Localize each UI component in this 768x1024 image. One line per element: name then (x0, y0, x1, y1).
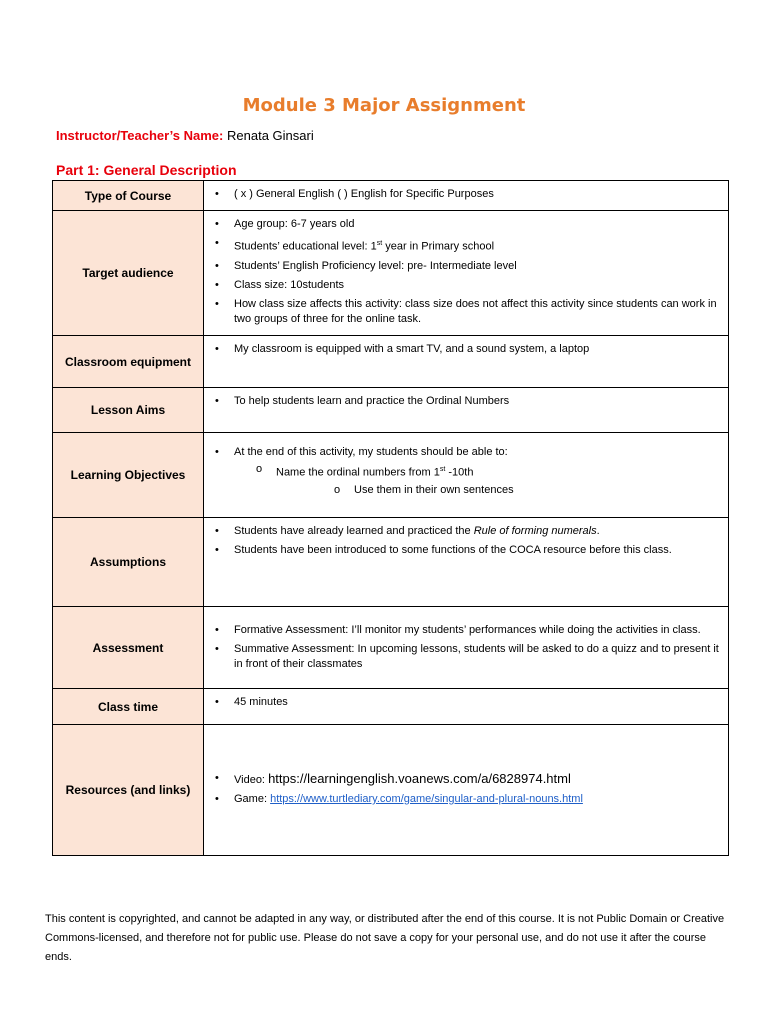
game-link[interactable]: https://www.turtlediary.com/game/singular-and-plural-nouns.html (270, 793, 583, 805)
video-url: https://learningenglish.voanews.com/a/6828974.html (268, 771, 571, 786)
list-item: • Video: https://learningenglish.voanews.com/a/6828974.html (212, 771, 724, 788)
list-item: • Game: https://www.turtlediary.com/game/singular-and-plural-nouns.html (212, 792, 724, 807)
label-type-of-course: Type of Course (53, 181, 204, 211)
list-item: • How class size affects this activity: class size does not affect this activity since students can work in two groups of three for the online task. (212, 297, 724, 327)
list-item: • 45 minutes (212, 695, 724, 710)
list-item: • Class size: 10students (212, 278, 724, 293)
list-item: • Summative Assessment: In upcoming lessons, students will be asked to do a quizz and to present it in front of their classmates (212, 642, 724, 672)
list-item: • Students have been introduced to some functions of the COCA resource before this class. (212, 543, 724, 558)
label-lesson-aims: Lesson Aims (53, 388, 204, 433)
instructor-name: Renata Ginsari (227, 128, 314, 143)
label-resources: Resources (and links) (53, 725, 204, 856)
row-assumptions (53, 518, 729, 607)
list-item: • Students have already learned and practiced the Rule of forming numerals. (212, 524, 724, 539)
row-learning-objectives (53, 433, 729, 518)
label-classroom-equipment: Classroom equipment (53, 336, 204, 388)
label-target-audience: Target audience (53, 211, 204, 336)
page-title: Module 3 Major Assignment (242, 95, 526, 116)
list-item: • Students’ English Proficiency level: pre- Intermediate level (212, 259, 724, 274)
list-item: • At the end of this activity, my students should be able to: o Name the ordinal numbers from 1st -10th o Use them in their own sentences (212, 445, 724, 498)
list-item: • Formative Assessment: I’ll monitor my students’ performances while doing the activities in class. (212, 623, 724, 638)
row-classroom-equipment (53, 336, 729, 388)
row-target-audience (53, 211, 729, 336)
label-assumptions: Assumptions (53, 518, 204, 607)
row-class-time (53, 689, 729, 725)
list-item: • Students’ educational level: 1st year in Primary school (212, 236, 724, 255)
label-assessment: Assessment (53, 607, 204, 689)
sub-sub-list-item: o Use them in their own sentences (276, 483, 724, 498)
instructor-line (56, 128, 314, 143)
copyright-notice: This content is copyrighted, and cannot be adapted in any way, or distributed after the end of this course. It is not Public Domain or Creative Commons-licensed, and therefore not for public use. Please do not save a copy for your personal use, and do not use it after the course ends. (45, 913, 725, 963)
label-class-time: Class time (53, 689, 204, 725)
list-item: • Age group: 6-7 years old (212, 217, 724, 232)
list-item: • To help students learn and practice the Ordinal Numbers (212, 394, 724, 409)
part1-heading: Part 1: General Description (56, 162, 237, 178)
list-item: • ( x ) General English ( ) English for Specific Purposes (212, 187, 724, 202)
row-assessment (53, 607, 729, 689)
label-learning-objectives: Learning Objectives (53, 433, 204, 518)
row-lesson-aims (53, 388, 729, 433)
row-type-of-course (53, 181, 729, 211)
row-resources (53, 725, 729, 856)
instructor-label: Instructor/Teacher’s Name: (56, 128, 224, 143)
sub-list-item: o Name the ordinal numbers from 1st -10th o Use them in their own sentences (234, 462, 724, 498)
list-item: • My classroom is equipped with a smart TV, and a sound system, a laptop (212, 342, 724, 357)
general-description-table (52, 180, 729, 856)
